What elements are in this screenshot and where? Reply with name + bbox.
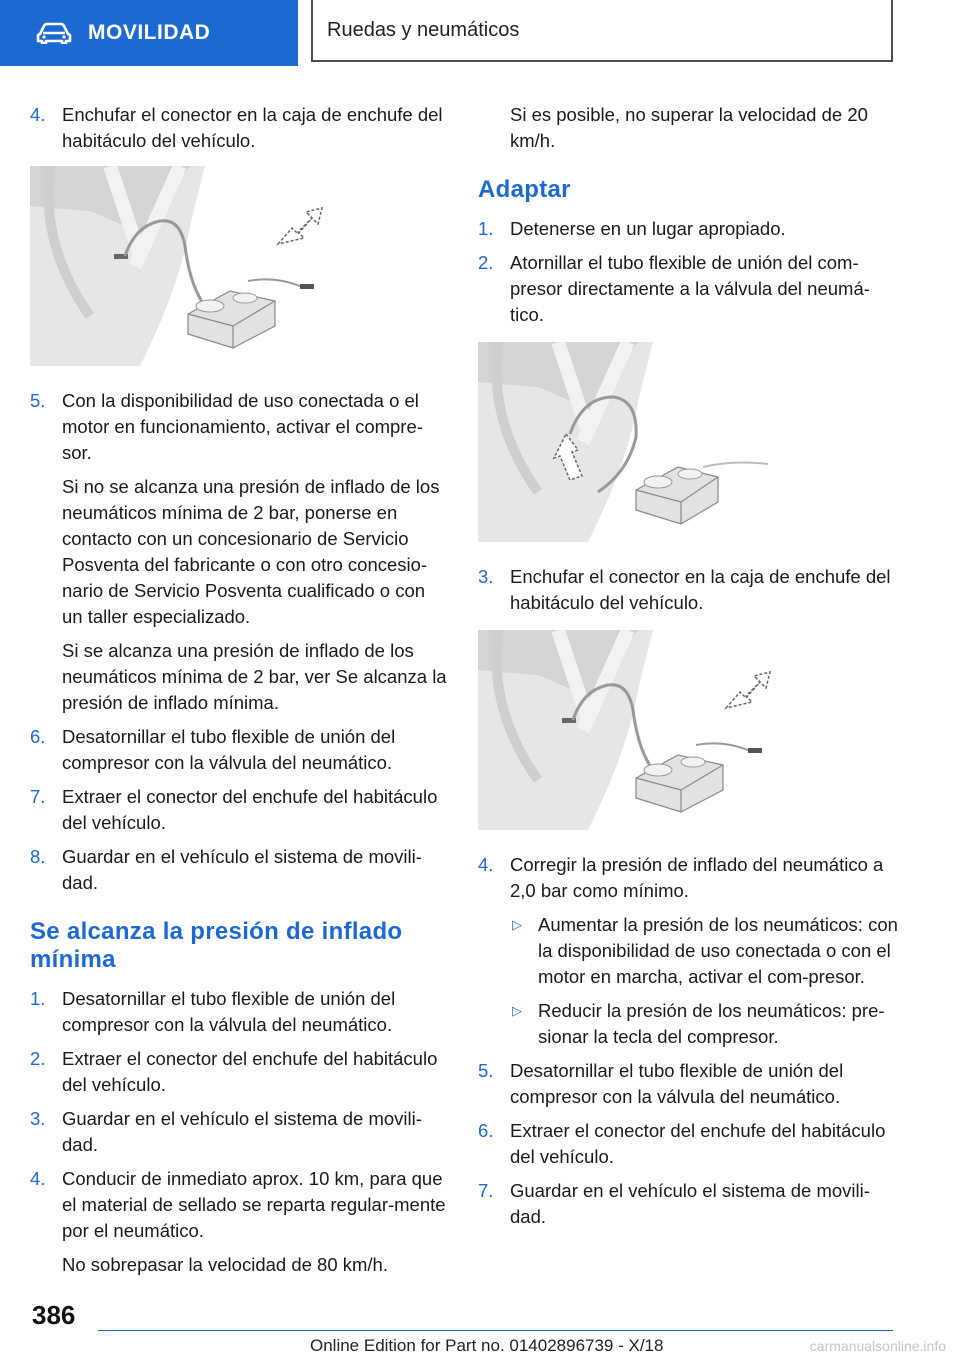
step-number: 4. [30, 104, 46, 125]
chapter-title: Ruedas y neumáticos [311, 0, 893, 62]
step-7 [478, 1178, 898, 1230]
footer-divider [98, 1330, 893, 1331]
step-2 [478, 250, 898, 328]
step-text: Guardar en el vehículo el sistema de movili‐dad. [62, 1108, 422, 1155]
step-text: Enchufar el conector en la caja de enchufe del habitáculo del vehículo. [510, 566, 891, 613]
step-5 [478, 1058, 898, 1110]
step-1 [30, 986, 450, 1038]
step-7 [30, 784, 450, 836]
step-number: 1. [478, 218, 494, 239]
bullet-item [510, 912, 898, 990]
step-number: 7. [30, 786, 46, 807]
section-label: MOVILIDAD [88, 21, 211, 44]
step-8 [30, 844, 450, 896]
step-text: Extraer el conector del enchufe del habitáculo del vehículo. [510, 1120, 886, 1167]
step-text: Desatornillar el tubo flexible de unión del compresor con la válvula del neumático. [62, 988, 396, 1035]
step-note: Si se alcanza una presión de inflado de los neumáticos mínima de 2 bar, ver Se alcanza la presión de inflado mínima. [62, 640, 447, 713]
step-6 [30, 724, 450, 776]
step-4 [30, 102, 450, 154]
page-number: 386 [32, 1300, 76, 1330]
step-number: 3. [478, 566, 494, 587]
step-text: Con la disponibilidad de uso conectada o el motor en funcionamiento, activar el compre‐sor. [62, 390, 423, 463]
step-number: 2. [30, 1048, 46, 1069]
triangle-bullet-icon: ▷ [512, 917, 522, 932]
step-text: Guardar en el vehículo el sistema de movili‐dad. [62, 846, 422, 893]
step-number: 6. [30, 726, 46, 747]
step-number: 6. [478, 1120, 494, 1141]
step-2 [30, 1046, 450, 1098]
step-4 [30, 1166, 450, 1278]
step-text: Detenerse en un lugar apropiado. [510, 218, 786, 239]
section-heading: Adaptar [478, 176, 571, 203]
bullet-item [510, 998, 898, 1050]
step-number: 4. [478, 854, 494, 875]
step-4 [478, 852, 898, 1050]
step-5 [30, 388, 450, 716]
edition-note: Online Edition for Part no. 01402896739 - X/18 [310, 1336, 664, 1355]
step-text: Enchufar el conector en la caja de enchufe del habitáculo del vehículo. [62, 104, 443, 151]
valve-connection-illustration [478, 342, 778, 542]
compressor-plug-illustration [30, 166, 330, 366]
step-6 [478, 1118, 898, 1170]
step-number: 4. [30, 1168, 46, 1189]
step-3 [30, 1106, 450, 1158]
step-number: 8. [30, 846, 46, 867]
step-text: Extraer el conector del enchufe del habitáculo del vehículo. [62, 786, 438, 833]
triangle-bullet-icon: ▷ [512, 1003, 522, 1018]
section-tab [0, 0, 298, 66]
step-number: 5. [478, 1060, 494, 1081]
step-number: 3. [30, 1108, 46, 1129]
left-column [30, 102, 450, 1286]
bullet-text: Reducir la presión de los neumáticos: pre‐sionar la tecla del compresor. [538, 1000, 885, 1047]
step-text: Desatornillar el tubo flexible de unión del compresor con la válvula del neumático. [62, 726, 396, 773]
step-number: 7. [478, 1180, 494, 1201]
watermark: carmanualsonline.info [809, 1338, 946, 1354]
compressor-plug-illustration [478, 630, 778, 830]
step-number: 5. [30, 390, 46, 411]
step-1 [478, 216, 898, 242]
car-icon [36, 22, 72, 44]
step-note: Si no se alcanza una presión de inflado de los neumáticos mínima de 2 bar, ponerse en contacto con un concesionario de Servicio Posventa del fabricante o con otro concesio‐nario de Servicio Posventa cualificado o con un taller especializado. [62, 476, 440, 627]
right-column [478, 102, 898, 1238]
step-text: Desatornillar el tubo flexible de unión del compresor con la válvula del neumático. [510, 1060, 844, 1107]
step-text: Extraer el conector del enchufe del habitáculo del vehículo. [62, 1048, 438, 1095]
step-3 [478, 564, 898, 616]
step-text: Guardar en el vehículo el sistema de movili‐dad. [510, 1180, 870, 1227]
bullet-text: Aumentar la presión de los neumáticos: con la disponibilidad de uso conectada o con el motor en marcha, activar el com‐presor. [538, 914, 898, 987]
continued-text: Si es posible, no superar la velocidad de 20 km/h. [510, 104, 868, 151]
step-number: 1. [30, 988, 46, 1009]
step-text: Conducir de inmediato aprox. 10 km, para que el material de sellado se reparta regular‐mente por el neumático. [62, 1168, 446, 1241]
section-heading: Se alcanza la presión de inflado mínima [30, 918, 403, 973]
step-note: No sobrepasar la velocidad de 80 km/h. [62, 1254, 388, 1275]
step-text: Corregir la presión de inflado del neumático a 2,0 bar como mínimo. [510, 854, 884, 901]
step-number: 2. [478, 252, 494, 273]
step-text: Atornillar el tubo flexible de unión del com‐presor directamente a la válvula del neumá‐tico. [510, 252, 870, 325]
